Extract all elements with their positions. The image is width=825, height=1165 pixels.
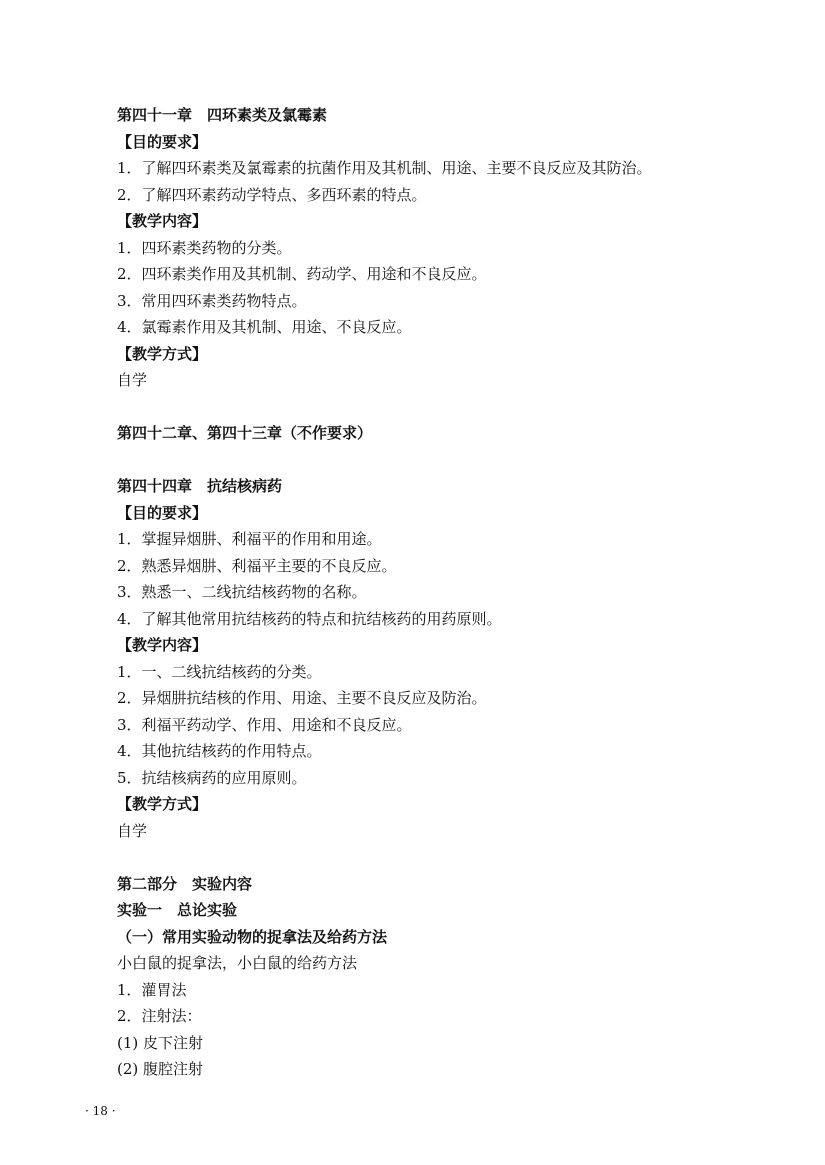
spacer	[117, 394, 757, 421]
ch41-goal-heading: 【目的要求】	[117, 132, 208, 151]
ch44-content-1: 1．一、二线抗结核药的分类。	[117, 662, 322, 681]
ch44-goal-2: 2．熟悉异烟肼、利福平主要的不良反应。	[117, 556, 397, 575]
subsection-1-title: （一）常用实验动物的捉拿法及给药方法	[117, 927, 388, 946]
ch44-goal-1: 1．掌握异烟肼、利福平的作用和用途。	[117, 530, 382, 548]
chapter-42-43-title: 第四十二章、第四十三章（不作要求）	[117, 424, 373, 442]
chapter-41-title: 第四十一章 四环素类及氯霉素	[117, 106, 328, 124]
ch44-content-4: 4．其他抗结核药的作用特点。	[117, 742, 322, 760]
ch44-method-heading: 【教学方式】	[117, 795, 208, 813]
ch44-content-3: 3．利福平药动学、作用、用途和不良反应。	[117, 715, 412, 734]
ch44-content-2: 2．异烟肼抗结核的作用、用途、主要不良反应及防治。	[117, 689, 487, 707]
ch44-goal-4: 4．了解其他常用抗结核药的特点和抗结核药的用药原则。	[117, 609, 502, 628]
subsection-1-intro: 小白鼠的捉拿法，小白鼠的给药方法	[117, 954, 358, 972]
ch41-content-2: 2．四环素类作用及其机制、药动学、用途和不良反应。	[117, 265, 487, 283]
ch41-content-4: 4．氯霉素作用及其机制、用途、不良反应。	[117, 318, 412, 336]
method-item-2a: (1) 皮下注射	[117, 1033, 204, 1052]
spacer	[117, 447, 757, 474]
chapter-44-title: 第四十四章 抗结核病药	[117, 477, 283, 495]
page-number: · 18 ·	[85, 1104, 116, 1118]
ch41-method-heading: 【教学方式】	[117, 344, 208, 363]
spacer	[117, 844, 757, 871]
ch41-content-1: 1．四环素类药物的分类。	[117, 238, 292, 257]
ch44-content-heading: 【教学内容】	[117, 636, 208, 654]
ch44-content-5: 5．抗结核病药的应用原则。	[117, 768, 307, 787]
ch44-goal-3: 3．熟悉一、二线抗结核药物的名称。	[117, 583, 367, 601]
ch41-method: 自学	[117, 371, 148, 389]
ch41-content-3: 3．常用四环素类药物特点。	[117, 291, 307, 310]
method-item-2b: (2) 腹腔注射	[117, 1060, 204, 1078]
ch44-goal-heading: 【目的要求】	[117, 503, 208, 522]
ch41-goal-1: 1．了解四环素类及氯霉素的抗菌作用及其机制、用途、主要不良反应及其防治。	[117, 159, 652, 177]
part-2-title: 第二部分 实验内容	[117, 874, 253, 893]
method-item-1: 1．灌胃法	[117, 980, 187, 999]
document-page	[117, 102, 757, 1083]
ch41-content-heading: 【教学内容】	[117, 212, 208, 230]
experiment-1-title: 实验一 总论实验	[117, 901, 238, 919]
ch41-goal-2: 2．了解四环素药动学特点、多西环素的特点。	[117, 185, 427, 204]
method-item-2: 2．注射法：	[117, 1007, 202, 1025]
ch44-method: 自学	[117, 821, 148, 840]
